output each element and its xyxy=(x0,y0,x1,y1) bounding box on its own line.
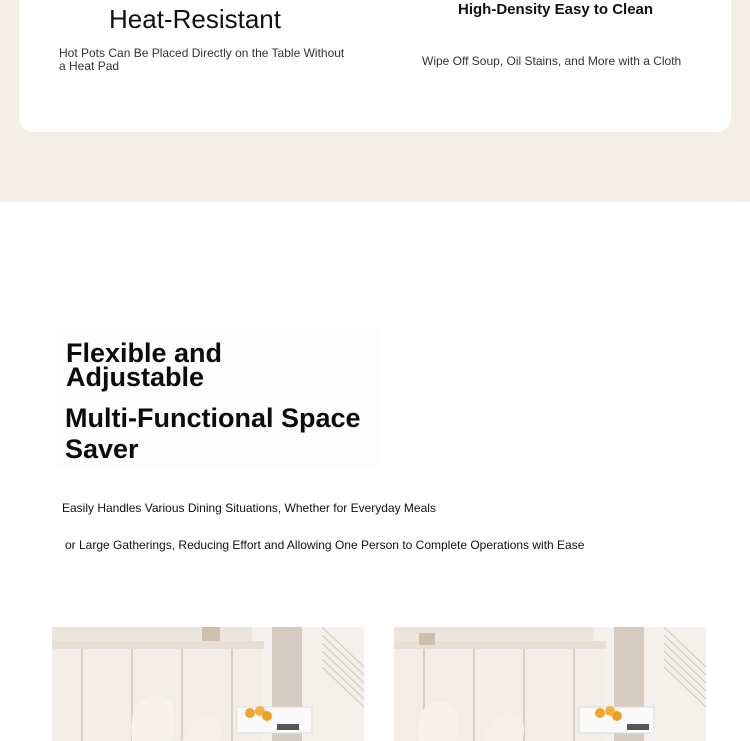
section-description-line-1: Easily Handles Various Dining Situations, Whether for Everyday Meals xyxy=(62,501,436,515)
dining-room-photo-icon xyxy=(52,627,364,741)
feature-title-easy-clean: High-Density Easy to Clean xyxy=(458,1,654,18)
dining-room-photo-icon xyxy=(394,627,706,741)
product-photo-left xyxy=(52,627,364,741)
product-photo-right xyxy=(394,627,706,741)
section-heading-secondary: Multi-Functional Space Saver xyxy=(65,403,361,464)
section-description-line-2: or Large Gatherings, Reducing Effort and Allowing One Person to Complete Operations with Ease xyxy=(65,538,585,552)
section-heading-primary: Flexible and Adjustable xyxy=(66,338,223,392)
feature-title-heat-resistant: Heat-Resistant xyxy=(109,4,281,34)
feature-description-heat-resistant: Hot Pots Can Be Placed Directly on the Table Without a Heat Pad xyxy=(59,46,345,73)
feature-description-easy-clean: Wipe Off Soup, Oil Stains, and More with a Cloth xyxy=(422,54,682,68)
